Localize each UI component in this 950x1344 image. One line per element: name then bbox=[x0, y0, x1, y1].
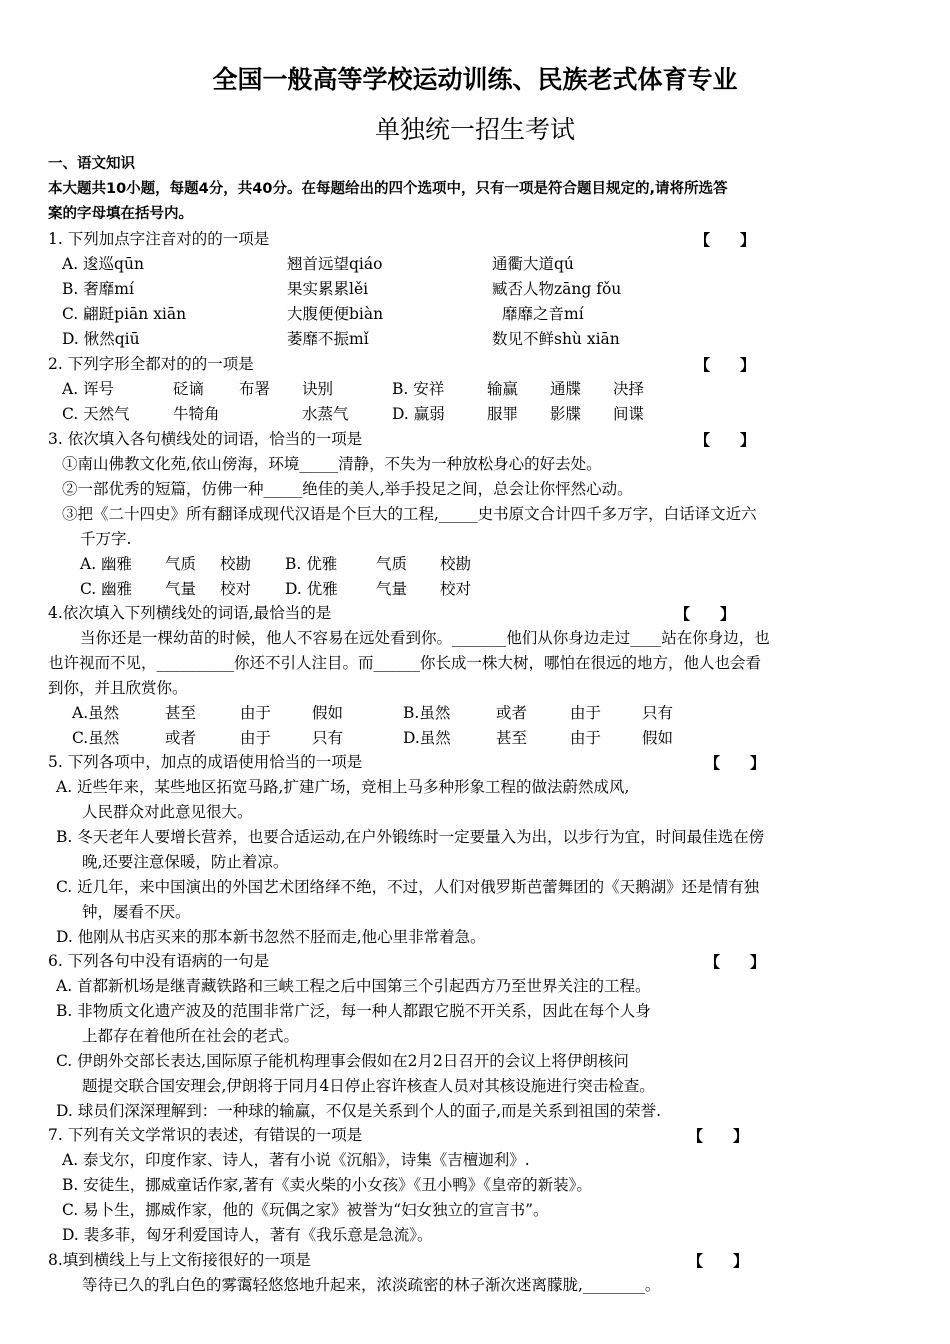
q1-option-b-1: B. 奢靡mí bbox=[62, 280, 134, 298]
q4-option: A.虽然 bbox=[72, 704, 120, 722]
question-7-stem: 7. 下列有关文学常识的表述，有错误的一项是 bbox=[48, 1126, 363, 1144]
question-8-stem: 8.填到横线上与上文衔接很好的一项是 bbox=[48, 1251, 311, 1269]
q6-option-d: D. 球员们深深理解到：一种球的输赢，不仅是关系到个人的面子,而是关系到祖国的荣誉. bbox=[56, 1102, 662, 1120]
q4-option: 由于 bbox=[570, 729, 602, 747]
question-3-stem: 3. 依次填入各句横线处的词语，恰当的一项是 bbox=[48, 430, 363, 448]
q3-option: 气量 bbox=[376, 580, 408, 598]
question-5-stem: 5. 下列各项中，加点的成语使用恰当的一项是 bbox=[48, 753, 363, 771]
q2-cell: 影牒 bbox=[550, 405, 582, 423]
q4-option: 只有 bbox=[312, 729, 344, 747]
q4-option: 或者 bbox=[496, 704, 528, 722]
answer-bracket-5[interactable]: 【 】 bbox=[705, 754, 766, 772]
q7-option-a: A. 泰戈尔，印度作家、诗人，著有小说《沉船》，诗集《吉檀迦利》. bbox=[62, 1151, 530, 1169]
q2-cell: D. 赢弱 bbox=[392, 405, 445, 423]
q2-cell: 砭谪 bbox=[173, 380, 205, 398]
q6-option-c: C. 伊朗外交部长表达,国际原子能机构理事会假如在2月2日召开的会议上将伊朗核问 bbox=[56, 1052, 629, 1070]
q1-option-b-2: 果实累累lěi bbox=[287, 280, 369, 298]
answer-bracket-1[interactable]: 【 】 bbox=[695, 231, 756, 249]
q6-option-b: B. 非物质文化遗产波及的范围非常广泛，每一种人都跟它脱不开关系，因此在每个人身 bbox=[56, 1002, 651, 1020]
q4-option: D.虽然 bbox=[403, 729, 451, 747]
q3-option: 校勘 bbox=[440, 555, 472, 573]
q5-option-c-cont: 钟，屡看不厌。 bbox=[82, 903, 191, 921]
q6-option-a: A. 首都新机场是继青藏铁路和三峡工程之后中国第三个引起西方乃至世界关注的工程。 bbox=[56, 977, 651, 995]
q2-cell: 诀别 bbox=[302, 380, 334, 398]
q4-option: 甚至 bbox=[165, 704, 197, 722]
question-2-stem: 2. 下列字形全都对的的一项是 bbox=[48, 355, 254, 373]
q2-cell: 间谍 bbox=[613, 405, 645, 423]
q3-option: C. 幽雅 bbox=[80, 580, 133, 598]
answer-bracket-4[interactable]: 【 】 bbox=[675, 605, 736, 623]
answer-bracket-8[interactable]: 【 】 bbox=[688, 1252, 749, 1270]
q8-passage-line-1: 等待已久的乳白色的雾霭轻悠悠地升起来，浓淡疏密的林子渐次迷离朦胧,________。 bbox=[82, 1276, 661, 1294]
q3-sentence-2: ②一部优秀的短篇，仿佛一种_____绝佳的美人,举手投足之间，总会让你怦然心动。 bbox=[62, 480, 633, 498]
q2-cell: B. 安祥 bbox=[392, 380, 445, 398]
q4-option: 由于 bbox=[570, 704, 602, 722]
q5-option-b-cont: 晚,还要注意保暖，防止着凉。 bbox=[82, 853, 289, 871]
q5-option-d: D. 他刚从书店买来的那本新书忽然不胫而走,他心里非常着急。 bbox=[56, 928, 486, 946]
q7-option-b: B. 安徒生，挪威童话作家,著有《卖火柴的小女孩》《丑小鸭》《皇帝的新装》。 bbox=[62, 1176, 592, 1194]
q4-option: 甚至 bbox=[496, 729, 528, 747]
q1-option-d-3: 数见不鲜shù xiān bbox=[492, 330, 620, 348]
q2-cell: 输赢 bbox=[487, 380, 519, 398]
q3-option: A. 幽雅 bbox=[80, 555, 133, 573]
q1-option-a-1: A. 逡巡qūn bbox=[62, 255, 144, 273]
answer-bracket-6[interactable]: 【 】 bbox=[705, 953, 766, 971]
q4-option: 只有 bbox=[642, 704, 674, 722]
q2-cell: 水蒸气 bbox=[302, 405, 349, 423]
answer-bracket-7[interactable]: 【 】 bbox=[688, 1127, 749, 1145]
q3-option: 校勘 bbox=[220, 555, 252, 573]
question-4-stem: 4.依次填入下列横线处的词语,最恰当的是 bbox=[48, 604, 332, 622]
q2-cell: A. 诨号 bbox=[62, 380, 115, 398]
q4-option: 由于 bbox=[240, 704, 272, 722]
q5-option-c: C. 近几年，来中国演出的外国艺术团络绎不绝，不过，人们对俄罗斯芭蕾舞团的《天鹅湖》还是情有独 bbox=[56, 878, 760, 896]
q4-passage-line-1: 当你还是一棵幼苗的时候，他人不容易在远处看到你。_______他们从你身边走过____站在你身边，也 bbox=[80, 629, 770, 647]
q3-option: 校对 bbox=[220, 580, 252, 598]
q4-option: 或者 bbox=[165, 729, 197, 747]
q1-option-d-2: 萎靡不振mǐ bbox=[287, 330, 369, 348]
q3-option: 气量 bbox=[165, 580, 197, 598]
q1-option-c-1: C. 翩跹piān xiān bbox=[62, 305, 187, 323]
q5-option-a: A. 近些年来，某些地区拓宽马路,扩建广场，竞相上马多种形象工程的做法蔚然成风, bbox=[56, 778, 630, 796]
question-1-stem: 1. 下列加点字注音对的的一项是 bbox=[48, 230, 270, 248]
q2-cell: 服罪 bbox=[487, 405, 519, 423]
instructions-line-1: 本大题共10小题，每题4分，共40分。在每题给出的四个选项中，只有一项是符合题目规定的,请将所选答 bbox=[48, 181, 728, 197]
q3-option: 气质 bbox=[165, 555, 197, 573]
q1-option-a-2: 翘首远望qiáo bbox=[287, 255, 383, 273]
q6-option-c-cont: 题提交联合国安理会,伊朗将于同月4日停止容许核查人员对其核设施进行突击检查。 bbox=[82, 1077, 655, 1095]
q2-cell: 决择 bbox=[613, 380, 645, 398]
q1-option-c-3: 靡靡之音mí bbox=[502, 305, 584, 323]
q3-option: D. 优雅 bbox=[285, 580, 338, 598]
answer-bracket-2[interactable]: 【 】 bbox=[695, 356, 756, 374]
q2-cell: C. 天然气 bbox=[62, 405, 130, 423]
q1-option-a-3: 通衢大道qú bbox=[492, 255, 574, 273]
q5-option-a-cont: 人民群众对此意见很大。 bbox=[82, 803, 253, 821]
q3-sentence-3: ③把《二十四史》所有翻译成现代汉语是个巨大的工程,_____史书原文合计四千多万字，白话译文近六 bbox=[62, 505, 757, 523]
q4-passage-line-3: 到你，并且欣赏你。 bbox=[48, 679, 188, 697]
q4-option: C.虽然 bbox=[72, 729, 120, 747]
q2-cell: 通牒 bbox=[550, 380, 582, 398]
q1-option-b-3: 臧否人物zāng fǒu bbox=[492, 280, 622, 298]
q2-cell: 牛犄角 bbox=[173, 405, 220, 423]
q3-option: 气质 bbox=[376, 555, 408, 573]
q1-option-c-2: 大腹便便biàn bbox=[287, 305, 384, 323]
q3-sentence-3-cont: 千万字. bbox=[80, 530, 132, 548]
q3-sentence-1: ①南山佛教文化苑,依山傍海，环境_____清静，不失为一种放松身心的好去处。 bbox=[62, 455, 602, 473]
q4-option: 假如 bbox=[642, 729, 674, 747]
q2-cell: 布署 bbox=[239, 380, 271, 398]
answer-bracket-3[interactable]: 【 】 bbox=[695, 431, 756, 449]
q1-option-d-1: D. 愀然qiū bbox=[62, 330, 140, 348]
q7-option-d: D. 裴多菲，匈牙利爱国诗人，著有《我乐意是急流》。 bbox=[62, 1226, 433, 1244]
q5-option-b: B. 冬天老年人要增长营养，也要合适运动,在户外锻练时一定要量入为出，以步行为宜，时间最佳选在傍 bbox=[56, 828, 765, 846]
q3-option: B. 优雅 bbox=[285, 555, 338, 573]
q4-option: B.虽然 bbox=[403, 704, 451, 722]
exam-title-line-1: 全国一般高等学校运动训练、民族老式体育专业 bbox=[212, 65, 738, 94]
q4-option: 假如 bbox=[312, 704, 344, 722]
question-6-stem: 6. 下列各句中没有语病的一句是 bbox=[48, 952, 270, 970]
q3-option: 校对 bbox=[440, 580, 472, 598]
q7-option-c: C. 易卜生，挪威作家，他的《玩偶之家》被誉为“妇女独立的宣言书”。 bbox=[62, 1201, 549, 1219]
exam-title-line-2: 单独统一招生考试 bbox=[374, 115, 575, 144]
q4-passage-line-2: 也许视而不见，__________你还不引人注目。而______你长成一株大树，哪怕在很远的地方，他人也会看 bbox=[48, 654, 762, 672]
q4-option: 由于 bbox=[240, 729, 272, 747]
q6-option-b-cont: 上都存在着他所在社会的老式。 bbox=[82, 1027, 300, 1045]
section-heading: 一、语文知识 bbox=[48, 156, 135, 172]
instructions-line-2: 案的字母填在括号内。 bbox=[48, 206, 193, 222]
